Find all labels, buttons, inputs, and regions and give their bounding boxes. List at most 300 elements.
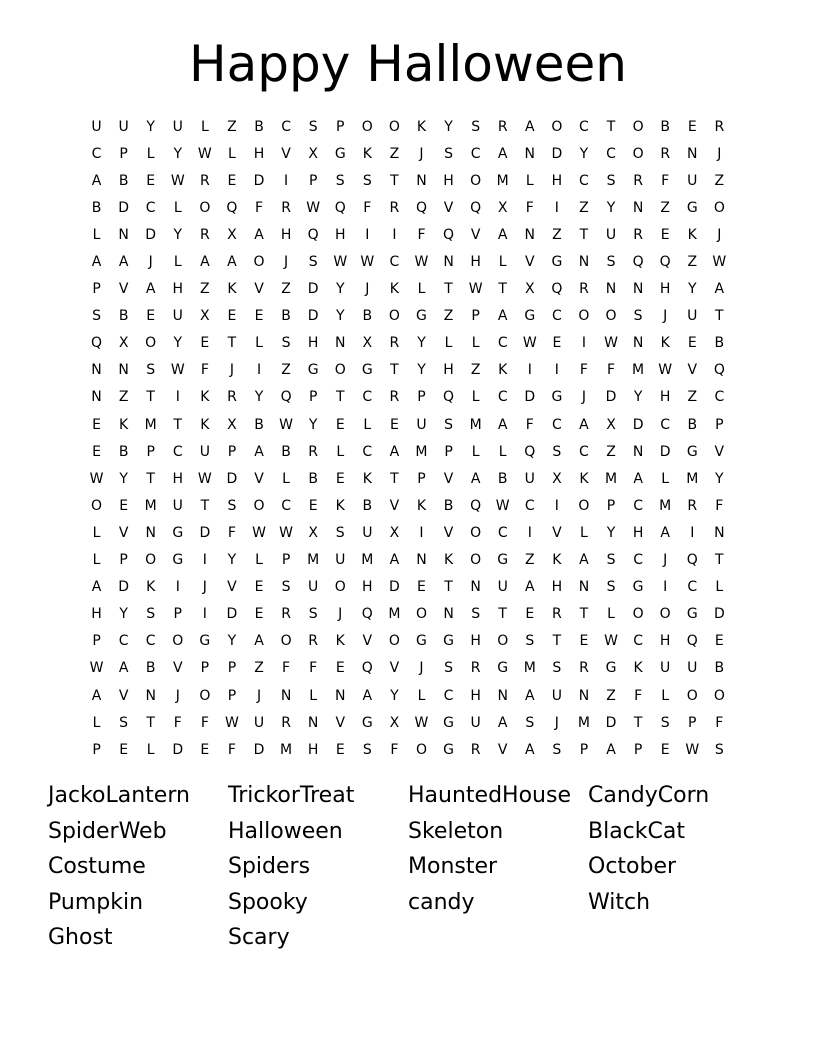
grid-letter: G: [199, 633, 211, 650]
grid-letter: D: [307, 281, 319, 298]
grid-letter: C: [660, 416, 671, 433]
grid-letter: W: [333, 254, 348, 271]
grid-letter: K: [362, 145, 372, 162]
grid-letter: S: [606, 579, 616, 596]
grid-letter: G: [443, 633, 454, 650]
word-list-item: candy: [408, 889, 475, 915]
grid-letter: T: [579, 606, 589, 623]
grid-letter: S: [227, 497, 237, 514]
grid-letter: I: [554, 362, 559, 379]
grid-letter: F: [254, 199, 264, 216]
grid-letter: H: [470, 254, 481, 271]
grid-letter: V: [254, 470, 264, 487]
letter-grid: [83, 113, 733, 763]
grid-letter: Z: [687, 389, 698, 406]
grid-letter: C: [579, 172, 589, 189]
grid-letter: V: [552, 524, 562, 541]
grid-letter: M: [659, 497, 672, 514]
grid-letter: Y: [444, 118, 453, 135]
grid-letter: L: [471, 335, 480, 352]
grid-letter: J: [202, 579, 207, 596]
grid-letter: S: [444, 660, 453, 677]
grid-letter: L: [173, 199, 182, 216]
grid-letter: Z: [118, 389, 129, 406]
grid-letter: K: [200, 389, 210, 406]
grid-letter: N: [632, 281, 644, 298]
grid-letter: E: [200, 335, 210, 352]
grid-letter: E: [146, 172, 156, 189]
grid-letter: N: [578, 687, 590, 704]
grid-row: [83, 519, 733, 546]
grid-letter: G: [632, 579, 644, 596]
grid-letter: G: [361, 714, 373, 731]
grid-letter: U: [660, 660, 671, 677]
grid-letter: G: [497, 552, 509, 569]
grid-row: [83, 465, 733, 492]
grid-letter: S: [552, 741, 562, 758]
grid-letter: Z: [281, 281, 291, 298]
grid-letter: T: [444, 281, 453, 298]
grid-letter: E: [389, 416, 399, 433]
grid-letter: R: [389, 199, 400, 216]
grid-letter: A: [497, 308, 508, 325]
grid-letter: D: [307, 308, 319, 325]
grid-letter: A: [362, 687, 373, 704]
grid-letter: H: [659, 281, 671, 298]
grid-letter: G: [551, 389, 563, 406]
grid-letter: E: [308, 497, 318, 514]
grid-letter: Y: [119, 606, 128, 623]
grid-letter: S: [92, 308, 101, 325]
grid-letter: W: [604, 633, 618, 650]
grid-letter: H: [443, 172, 454, 189]
grid-letter: Y: [417, 335, 426, 352]
grid-letter: A: [118, 660, 129, 677]
grid-letter: Y: [227, 633, 237, 650]
grid-letter: Q: [280, 389, 292, 406]
grid-letter: X: [227, 416, 237, 433]
grid-letter: K: [389, 281, 399, 298]
grid-letter: O: [605, 308, 617, 325]
grid-letter: X: [497, 199, 508, 216]
grid-letter: R: [199, 226, 210, 243]
grid-letter: Y: [335, 308, 345, 325]
grid-letter: V: [714, 443, 725, 460]
grid-letter: V: [497, 741, 508, 758]
word-list-item: CandyCorn: [588, 783, 710, 808]
grid-letter: W: [170, 362, 185, 379]
grid-letter: P: [119, 145, 128, 162]
grid-letter: T: [335, 389, 345, 406]
grid-letter: V: [687, 362, 698, 379]
grid-letter: Y: [173, 226, 183, 243]
grid-letter: X: [606, 416, 616, 433]
grid-letter: T: [498, 281, 507, 298]
grid-letter: S: [552, 660, 562, 677]
grid-letter: O: [578, 308, 590, 325]
grid-letter: K: [416, 118, 427, 135]
grid-letter: D: [605, 714, 617, 731]
grid-letter: V: [118, 524, 129, 541]
grid-letter: C: [579, 443, 589, 460]
grid-letter: C: [281, 118, 291, 135]
grid-letter: E: [254, 579, 264, 596]
grid-letter: M: [496, 172, 509, 189]
grid-letter: J: [148, 254, 153, 271]
word-list-item: Spiders: [228, 854, 311, 880]
grid-letter: F: [634, 687, 643, 704]
grid-letter: N: [118, 226, 129, 243]
grid-letter: O: [659, 606, 671, 623]
grid-letter: E: [92, 416, 101, 433]
grid-letter: A: [254, 633, 264, 650]
grid-letter: T: [552, 633, 562, 650]
grid-letter: L: [661, 687, 670, 704]
grid-letter: S: [308, 118, 318, 135]
grid-letter: X: [389, 524, 400, 541]
grid-letter: I: [663, 579, 668, 596]
grid-letter: P: [227, 687, 237, 704]
grid-letter: X: [200, 308, 210, 325]
grid-letter: U: [605, 226, 617, 243]
grid-row: [83, 628, 733, 655]
grid-row: [83, 221, 733, 248]
grid-letter: B: [362, 497, 373, 514]
grid-letter: H: [91, 606, 102, 623]
grid-letter: Q: [470, 497, 482, 514]
grid-letter: T: [715, 308, 724, 325]
grid-row: [83, 330, 733, 357]
grid-letter: E: [552, 335, 562, 352]
grid-letter: X: [308, 145, 318, 162]
grid-letter: W: [197, 145, 212, 162]
grid-letter: Z: [606, 443, 616, 460]
grid-letter: R: [497, 118, 508, 135]
grid-letter: B: [281, 443, 291, 460]
grid-letter: G: [443, 741, 454, 758]
grid-letter: L: [417, 687, 426, 704]
grid-letter: A: [91, 172, 102, 189]
grid-letter: L: [363, 416, 372, 433]
grid-letter: K: [119, 416, 129, 433]
grid-letter: A: [91, 687, 102, 704]
grid-row: [83, 411, 733, 438]
grid-letter: V: [443, 470, 454, 487]
grid-letter: N: [118, 362, 129, 379]
grid-letter: Y: [308, 416, 318, 433]
grid-letter: Z: [524, 552, 535, 569]
grid-letter: M: [144, 416, 157, 433]
grid-letter: W: [279, 524, 293, 541]
grid-letter: F: [282, 660, 291, 677]
grid-letter: S: [660, 714, 670, 731]
grid-letter: H: [307, 335, 319, 352]
grid-letter: G: [416, 633, 427, 650]
grid-letter: D: [226, 470, 238, 487]
grid-letter: S: [714, 741, 724, 758]
page-title: Happy Halloween: [189, 35, 627, 93]
grid-row: [83, 655, 733, 682]
grid-letter: K: [552, 552, 562, 569]
grid-letter: M: [307, 552, 320, 569]
grid-letter: W: [252, 524, 266, 541]
grid-letter: X: [524, 281, 535, 298]
grid-letter: J: [365, 281, 370, 298]
grid-letter: C: [145, 633, 156, 650]
grid-letter: I: [202, 552, 207, 569]
grid-letter: D: [226, 606, 238, 623]
grid-letter: W: [225, 714, 239, 731]
grid-letter: P: [92, 633, 101, 650]
grid-letter: G: [416, 308, 427, 325]
grid-letter: J: [229, 362, 234, 379]
grid-letter: E: [335, 416, 345, 433]
grid-letter: L: [661, 470, 670, 487]
grid-letter: N: [307, 714, 319, 731]
grid-letter: V: [254, 281, 264, 298]
grid-letter: H: [551, 172, 563, 189]
grid-letter: I: [581, 335, 587, 352]
grid-row: [83, 113, 733, 140]
grid-letter: F: [363, 199, 372, 216]
grid-letter: D: [118, 579, 129, 596]
grid-letter: L: [715, 579, 724, 596]
grid-letter: A: [497, 714, 508, 731]
grid-letter: F: [525, 199, 534, 216]
grid-letter: H: [443, 362, 454, 379]
grid-letter: S: [444, 416, 453, 433]
grid-row: [83, 574, 733, 601]
grid-letter: R: [281, 714, 291, 731]
grid-letter: V: [362, 633, 373, 650]
grid-letter: K: [660, 335, 670, 352]
grid-letter: L: [255, 552, 263, 569]
grid-letter: Z: [606, 687, 616, 704]
grid-letter: C: [551, 308, 562, 325]
grid-letter: P: [579, 741, 589, 758]
grid-letter: A: [579, 552, 589, 569]
grid-letter: O: [334, 362, 346, 379]
grid-letter: L: [92, 524, 101, 541]
grid-letter: L: [471, 443, 480, 460]
grid-letter: C: [443, 687, 454, 704]
grid-letter: M: [415, 443, 428, 460]
grid-letter: C: [579, 118, 589, 135]
grid-letter: P: [417, 470, 426, 487]
grid-letter: A: [525, 741, 535, 758]
grid-letter: N: [145, 524, 156, 541]
grid-letter: F: [525, 416, 534, 433]
grid-letter: V: [389, 497, 400, 514]
grid-letter: P: [200, 660, 210, 677]
grid-letter: Z: [200, 281, 210, 298]
grid-letter: L: [417, 281, 426, 298]
grid-letter: A: [497, 145, 508, 162]
grid-letter: L: [525, 172, 534, 189]
grid-letter: S: [281, 579, 291, 596]
grid-letter: O: [551, 118, 563, 135]
grid-letter: T: [227, 335, 237, 352]
grid-letter: O: [199, 687, 211, 704]
grid-letter: V: [525, 254, 535, 271]
grid-letter: J: [663, 552, 668, 569]
grid-letter: B: [714, 660, 725, 677]
grid-letter: O: [686, 687, 698, 704]
grid-letter: I: [175, 389, 180, 406]
grid-letter: N: [335, 335, 346, 352]
grid-letter: C: [714, 389, 725, 406]
grid-letter: X: [308, 524, 318, 541]
word-list-item: October: [588, 854, 677, 880]
grid-letter: B: [687, 416, 698, 433]
grid-letter: P: [227, 660, 237, 677]
grid-letter: M: [523, 660, 536, 677]
grid-letter: J: [717, 145, 722, 162]
grid-letter: H: [632, 524, 644, 541]
grid-row: [83, 736, 733, 763]
word-list-item: Halloween: [228, 818, 343, 844]
grid-letter: V: [335, 714, 346, 731]
grid-letter: N: [280, 687, 292, 704]
grid-letter: O: [334, 579, 346, 596]
grid-letter: E: [687, 335, 697, 352]
grid-letter: I: [392, 226, 397, 243]
word-list-item: Ghost: [48, 925, 113, 951]
grid-letter: G: [524, 308, 536, 325]
grid-letter: S: [362, 172, 372, 189]
grid-letter: I: [554, 199, 559, 216]
grid-letter: W: [414, 714, 429, 731]
grid-letter: O: [388, 118, 400, 135]
grid-letter: R: [579, 281, 589, 298]
grid-letter: P: [308, 389, 318, 406]
grid-letter: M: [469, 416, 482, 433]
grid-letter: Y: [390, 687, 399, 704]
grid-letter: G: [686, 199, 698, 216]
grid-letter: U: [416, 416, 427, 433]
grid-letter: U: [551, 687, 562, 704]
grid-letter: P: [173, 606, 182, 623]
grid-letter: R: [660, 145, 671, 162]
grid-letter: H: [172, 281, 184, 298]
grid-letter: S: [335, 172, 345, 189]
grid-letter: P: [417, 389, 426, 406]
grid-letter: G: [334, 145, 346, 162]
grid-letter: F: [606, 362, 616, 379]
word-list: [48, 778, 768, 956]
grid-letter: D: [172, 741, 184, 758]
grid-letter: W: [685, 741, 700, 758]
grid-letter: M: [604, 470, 618, 487]
grid-letter: I: [202, 606, 207, 623]
grid-row: [83, 547, 733, 574]
grid-letter: N: [443, 254, 454, 271]
grid-letter: C: [551, 416, 562, 433]
grid-letter: A: [525, 579, 535, 596]
grid-letter: U: [335, 552, 346, 569]
grid-letter: C: [470, 145, 481, 162]
grid-letter: L: [255, 335, 263, 352]
grid-letter: R: [389, 389, 400, 406]
grid-letter: I: [256, 362, 262, 379]
grid-letter: Q: [91, 335, 103, 352]
grid-letter: M: [361, 552, 374, 569]
grid-letter: Y: [227, 552, 237, 569]
grid-letter: G: [443, 714, 454, 731]
grid-letter: C: [497, 524, 508, 541]
grid-letter: Z: [552, 226, 562, 243]
grid-letter: L: [498, 254, 507, 271]
grid-letter: B: [118, 172, 129, 189]
grid-letter: U: [172, 308, 183, 325]
grid-letter: V: [118, 281, 129, 298]
grid-letter: J: [717, 226, 722, 243]
grid-letter: Z: [254, 660, 264, 677]
grid-letter: U: [172, 497, 183, 514]
grid-letter: H: [362, 579, 373, 596]
grid-letter: A: [660, 524, 670, 541]
grid-letter: C: [362, 389, 373, 406]
grid-letter: Q: [307, 226, 319, 243]
grid-letter: N: [416, 172, 427, 189]
grid-letter: G: [605, 660, 617, 677]
grid-letter: K: [362, 470, 372, 487]
grid-letter: R: [281, 199, 291, 216]
grid-letter: O: [388, 633, 400, 650]
grid-letter: T: [390, 470, 399, 487]
grid-letter: Z: [687, 254, 698, 271]
grid-letter: U: [362, 524, 373, 541]
grid-letter: O: [470, 524, 482, 541]
grid-letter: N: [687, 145, 698, 162]
grid-letter: A: [389, 443, 400, 460]
grid-letter: Y: [146, 118, 155, 135]
grid-letter: R: [714, 118, 725, 135]
grid-letter: Q: [551, 281, 563, 298]
grid-letter: D: [551, 145, 563, 162]
grid-letter: L: [336, 443, 345, 460]
grid-letter: V: [389, 660, 400, 677]
grid-letter: L: [92, 226, 101, 243]
grid-letter: A: [525, 687, 535, 704]
grid-letter: W: [604, 335, 618, 352]
grid-letter: M: [632, 362, 645, 379]
grid-letter: Q: [361, 660, 373, 677]
grid-letter: B: [254, 118, 264, 135]
grid-letter: A: [525, 118, 535, 135]
grid-row: [83, 682, 733, 709]
grid-letter: E: [335, 470, 345, 487]
grid-letter: N: [714, 524, 725, 541]
word-list-item: Spooky: [228, 889, 308, 915]
grid-letter: F: [200, 362, 209, 379]
grid-letter: D: [253, 172, 265, 189]
grid-letter: H: [280, 226, 292, 243]
grid-letter: R: [552, 606, 562, 623]
grid-letter: P: [146, 443, 155, 460]
grid-letter: E: [660, 226, 670, 243]
grid-letter: G: [307, 362, 319, 379]
grid-letter: V: [172, 660, 183, 677]
grid-letter: W: [197, 470, 212, 487]
grid-letter: N: [524, 226, 536, 243]
grid-letter: B: [362, 308, 373, 325]
grid-letter: A: [633, 470, 643, 487]
grid-letter: X: [227, 226, 237, 243]
grid-letter: Y: [119, 470, 128, 487]
grid-letter: R: [199, 172, 210, 189]
grid-letter: W: [712, 254, 727, 271]
